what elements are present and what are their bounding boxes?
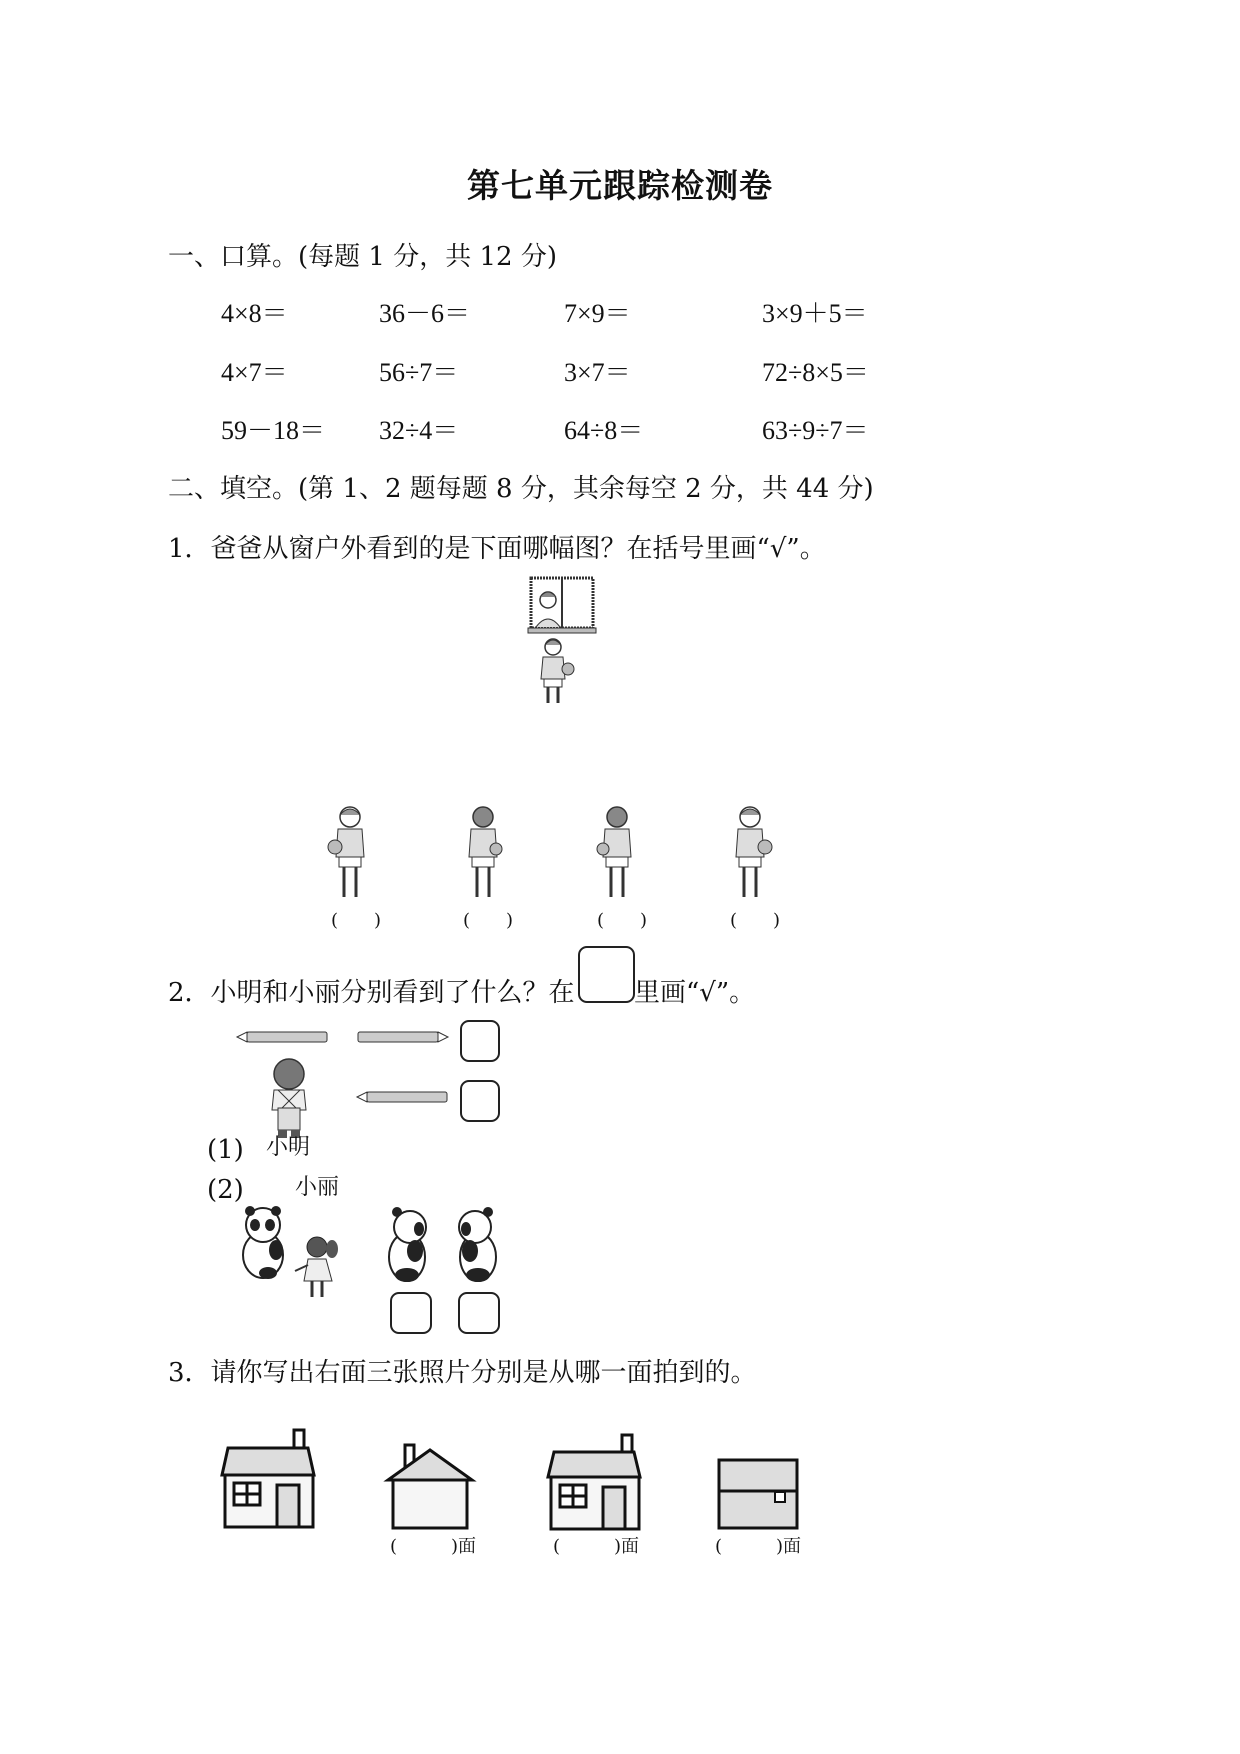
calc-item: 7×9＝ [564, 299, 631, 328]
calc-item: 32÷4＝ [379, 416, 459, 445]
house-side-view-illustration [386, 1440, 476, 1530]
q1-answer-blank[interactable]: ( ) [463, 910, 514, 931]
house-front-view-illustration [548, 1432, 643, 1532]
boy-front-ball-right [725, 805, 775, 905]
q3-text: 3．请你写出右面三张照片分别是从哪一面拍到的。 [168, 1358, 757, 1388]
panda-front-illustration [238, 1205, 288, 1280]
q2-text-after: 里画“√”。 [634, 978, 756, 1008]
q3-answer-blank[interactable]: ( )面 [715, 1536, 802, 1557]
house-top-view-illustration [717, 1458, 799, 1530]
panda-side-right-illustration [385, 1205, 435, 1283]
q1-answer-blank[interactable]: ( ) [730, 910, 781, 931]
boy-back-ball-left [592, 805, 642, 905]
pencil-pointing-left-alt [357, 1090, 449, 1104]
calc-item: 64÷8＝ [564, 416, 644, 445]
page-title: 第七单元跟踪检测卷 [467, 166, 773, 205]
q2-part1-checkbox-1[interactable] [460, 1020, 500, 1062]
q2-part1-checkbox-2[interactable] [460, 1080, 500, 1122]
q2-part1-label: (1) [207, 1135, 244, 1165]
q3-answer-blank[interactable]: ( )面 [390, 1536, 477, 1557]
q1-text: 1．爸爸从窗户外看到的是下面哪幅图？在括号里画“√”。 [168, 534, 826, 564]
q1-answer-blank[interactable]: ( ) [331, 910, 382, 931]
calc-item: 4×7＝ [221, 358, 288, 387]
q2-part2-checkbox-1[interactable] [390, 1292, 432, 1334]
section2-heading: 二、填空。(第 1、2 题每题 8 分，其余每空 2 分，共 44 分) [168, 474, 874, 504]
q2-inline-box-icon [578, 946, 635, 1003]
calc-item: 3×7＝ [564, 358, 631, 387]
window-father-illustration [528, 575, 598, 710]
q2-text-before: 2．小明和小丽分别看到了什么？在 [168, 978, 575, 1008]
calc-item: 3×9＋5＝ [762, 299, 868, 328]
panda-side-left-illustration [450, 1205, 500, 1283]
calc-item: 4×8＝ [221, 299, 288, 328]
xiaoli-name: 小丽 [295, 1175, 340, 1200]
calc-item: 59－18＝ [221, 416, 326, 445]
pencil-pointing-right [357, 1030, 449, 1044]
calc-item: 36－6＝ [379, 299, 471, 328]
q2-part2-checkbox-2[interactable] [458, 1292, 500, 1334]
boy-front-ball-left [325, 805, 375, 905]
section1-heading: 一、口算。(每题 1 分，共 12 分) [168, 242, 557, 272]
q2-part2-label: (2) [207, 1175, 244, 1205]
calc-item: 72÷8×5＝ [762, 358, 869, 387]
xiaoli-illustration [290, 1235, 345, 1305]
xiaoming-name: 小明 [266, 1135, 311, 1160]
boy-back-ball-right [458, 805, 508, 905]
pencil-pointing-left [237, 1030, 329, 1044]
q3-answer-blank[interactable]: ( )面 [553, 1536, 640, 1557]
calc-item: 56÷7＝ [379, 358, 459, 387]
house-reference-illustration [222, 1430, 317, 1530]
q1-answer-blank[interactable]: ( ) [597, 910, 648, 931]
calc-item: 63÷9÷7＝ [762, 416, 869, 445]
